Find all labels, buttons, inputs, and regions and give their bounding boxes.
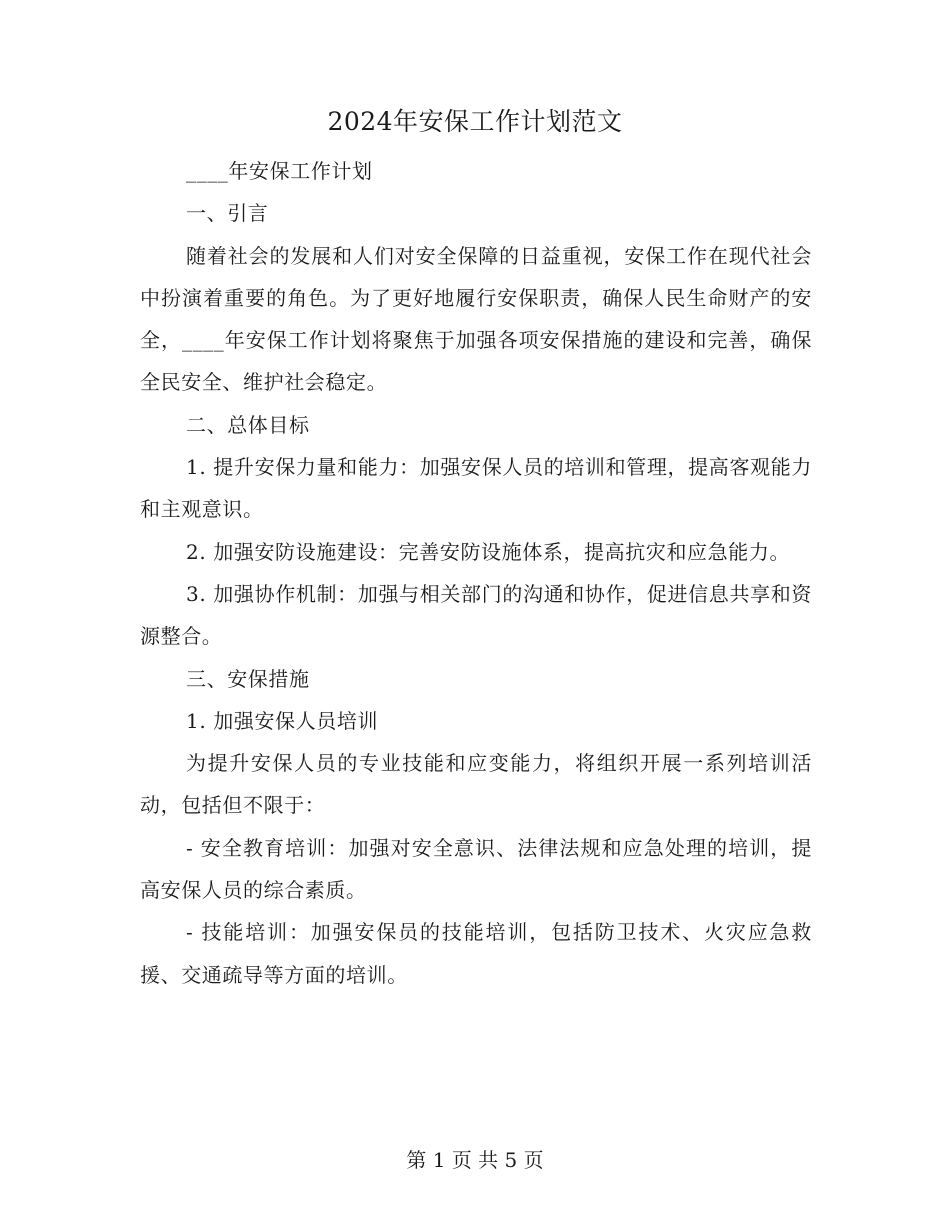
page-number-footer: 第 1 页 共 5 页 bbox=[406, 1148, 544, 1172]
section-heading-introduction: 一、引言 bbox=[186, 201, 269, 226]
training-item-skills: - 技能培训：加强安保员的技能培训，包括防卫技术、火灾应急救援、交通疏导等方面的培训。 bbox=[140, 920, 812, 987]
goal-item-1: 1. 提升安保力量和能力：加强安保人员的培训和管理，提高客观能力和主观意识。 bbox=[140, 455, 812, 522]
section-heading-overall-goals: 二、总体目标 bbox=[186, 412, 310, 437]
goal-item-2: 2. 加强安防设施建设：完善安防设施体系，提高抗灾和应急能力。 bbox=[186, 539, 791, 564]
training-intro-paragraph: 为提升安保人员的专业技能和应变能力，将组织开展一系列培训活动，包括但不限于： bbox=[140, 751, 812, 818]
plan-heading: ____年安保工作计划 bbox=[186, 159, 373, 183]
introduction-paragraph: 随着社会的发展和人们对安全保障的日益重视，安保工作在现代社会中扮演着重要的角色。为了更好地履行安保职责，确保人民生命财产的安全，____年安保工作计划将聚焦于加强各项安保措施的建设和完善，确保全民安全、维护社会稳定。 bbox=[140, 243, 812, 395]
document-title: 2024年安保工作计划范文 bbox=[327, 107, 623, 136]
section-heading-measures: 三、安保措施 bbox=[186, 666, 310, 691]
measure-heading-1: 1. 加强安保人员培训 bbox=[186, 708, 379, 733]
goal-item-3: 3. 加强协作机制：加强与相关部门的沟通和协作，促进信息共享和资源整合。 bbox=[140, 581, 812, 649]
document-body bbox=[140, 150, 812, 996]
training-item-safety-education: - 安全教育培训：加强对安全意识、法律法规和应急处理的培训，提高安保人员的综合素质。 bbox=[140, 835, 812, 903]
